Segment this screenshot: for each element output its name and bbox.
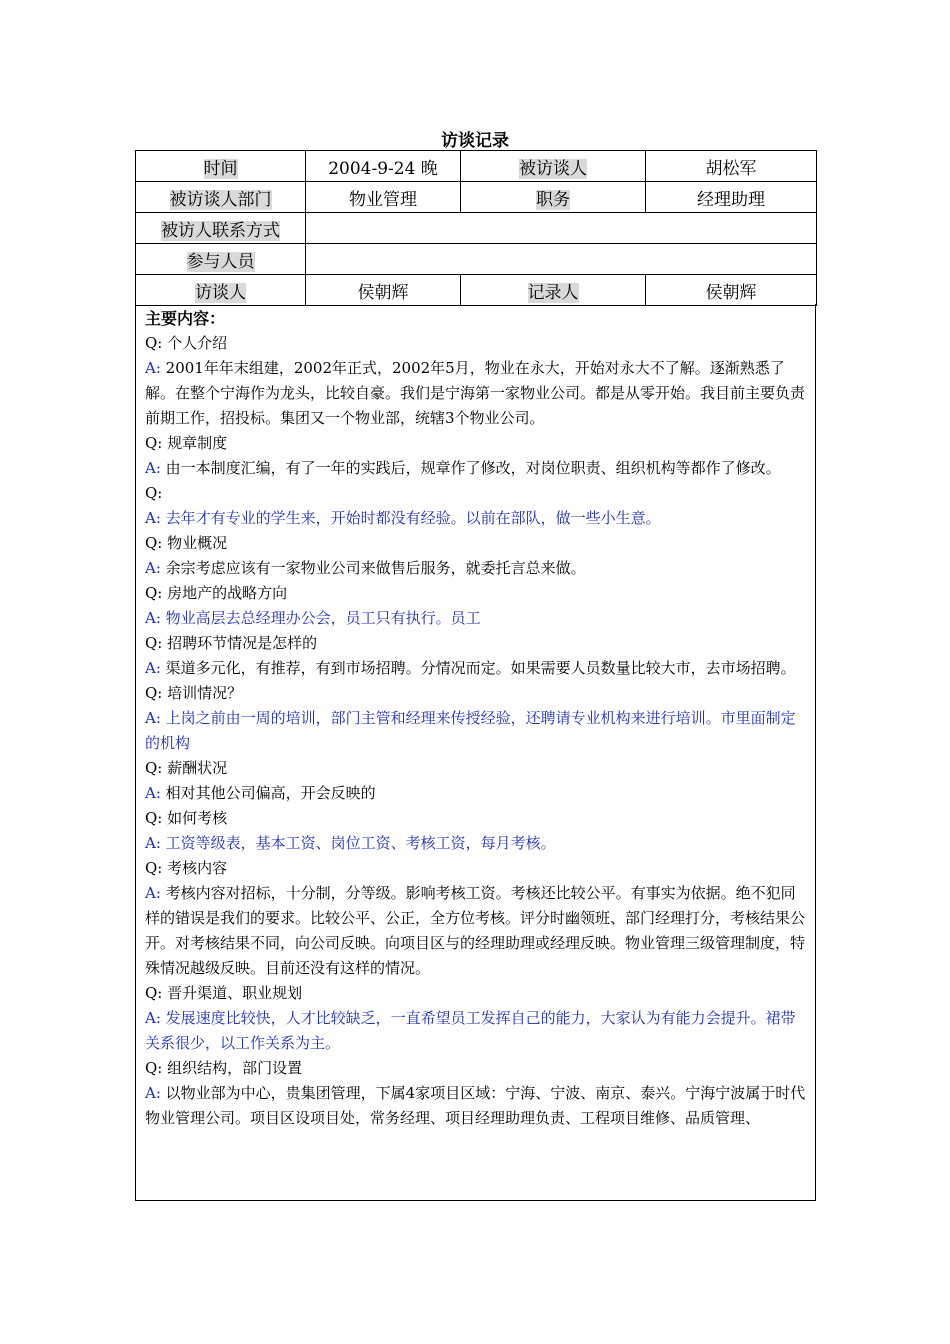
answer-prefix: A: xyxy=(145,509,161,527)
recorder-value: 侯朝辉 xyxy=(646,275,817,306)
answer-prefix: A: xyxy=(145,1009,161,1027)
dept-label-cell xyxy=(136,182,306,213)
answer-text: 考核内容对招标，十分制，分等级。影响考核工资。考核还比较公平。有事实为依据。绝不犯同样的错误是我们的要求。比较公平、公正，全方位考核。评分时幽领班、部门经理打分，考核结果公开。对考核结果不同，向公司反映。向项目区与的经理助理或经理反映。物业管理三级管理制度，特殊情况越级反映。目前还没有这样的情况。 xyxy=(145,884,806,977)
position-value: 经理助理 xyxy=(646,182,817,213)
answer-prefix: A: xyxy=(145,784,161,802)
header-row-interviewer xyxy=(136,275,817,306)
document-title: 访谈记录 xyxy=(441,131,509,151)
contact-label: 被访人联系方式 xyxy=(161,220,280,241)
answer-text: 工资等级表，基本工资、岗位工资、考核工资，每月考核。 xyxy=(160,834,556,852)
question: Q: xyxy=(145,484,163,502)
position-label-cell xyxy=(461,182,646,213)
answer xyxy=(145,656,807,681)
answer-prefix: A: xyxy=(145,884,161,902)
answer xyxy=(145,1081,807,1131)
participants-label-cell xyxy=(136,244,306,275)
answer xyxy=(145,456,807,481)
answer-text: 2001年年末组建，2002年正式，2002年5月，物业在永大，开始对永大不了解。逐渐熟悉了解。在整个宁海作为龙头，比较自豪。我们是宁海第一家物业公司。都是从零开始。我目前主要负责前期工作，招投标。集团又一个物业部，统辖3个物业公司。 xyxy=(145,359,806,427)
main-content xyxy=(135,304,816,1201)
question: Q: 薪酬状况 xyxy=(145,759,228,777)
answer-prefix: A: xyxy=(145,559,161,577)
interviewee-value: 胡松军 xyxy=(646,151,817,182)
answer-text: 余宗考虑应该有一家物业公司来做售后服务，就委托言总来做。 xyxy=(160,559,586,577)
header-row-contact xyxy=(136,213,817,244)
dept-value: 物业管理 xyxy=(306,182,461,213)
participants-value xyxy=(306,244,817,275)
answer xyxy=(145,506,807,531)
interviewer-label-cell xyxy=(136,275,306,306)
answer-prefix: A: xyxy=(145,709,161,727)
answer-prefix: A: xyxy=(145,1084,161,1102)
header-row-time xyxy=(136,151,817,182)
answer-text: 渠道多元化，有推荐，有到市场招聘。分情况而定。如果需要人员数量比较大市，去市场招聘。 xyxy=(160,659,796,677)
answer-prefix: A: xyxy=(145,459,161,477)
question: Q: 考核内容 xyxy=(145,859,228,877)
answer-text: 以物业部为中心，贵集团管理，下属4家项目区域：宁海、宁波、南京、泰兴。宁海宁波属于时代物业管理公司。项目区设项目处，常务经理、项目经理助理负责、工程项目维修、品质管理、 xyxy=(145,1084,806,1127)
answer-prefix: A: xyxy=(145,834,161,852)
position-label: 职务 xyxy=(536,189,570,210)
question: Q: 招聘环节情况是怎样的 xyxy=(145,634,318,652)
answer-text: 发展速度比较快，人才比较缺乏，一直希望员工发挥自己的能力，大家认为有能力会提升。裙带关系很少，以工作关系为主。 xyxy=(145,1009,796,1052)
contact-value xyxy=(306,213,817,244)
time-label: 时间 xyxy=(203,158,238,179)
qa-list xyxy=(145,331,807,1131)
interviewer-label: 访谈人 xyxy=(195,282,246,303)
answer xyxy=(145,606,807,631)
interviewee-label: 被访谈人 xyxy=(519,158,587,179)
answer-text: 物业高层去总经理办公会，员工只有执行。员工 xyxy=(160,609,481,627)
answer xyxy=(145,881,807,981)
content-heading: 主要内容： xyxy=(145,309,226,328)
answer-prefix: A: xyxy=(145,359,161,377)
answer xyxy=(145,781,807,806)
answer-text: 上岗之前由一周的培训，部门主管和经理来传授经验，还聘请专业机构来进行培训。市里面制定的机构 xyxy=(145,709,796,752)
interviewee-label-cell xyxy=(461,151,646,182)
answer-text: 去年才有专业的学生来，开始时都没有经验。以前在部队，做一些小生意。 xyxy=(160,509,661,527)
answer-text: 由一本制度汇编，有了一年的实践后，规章作了修改，对岗位职责、组织机构等都作了修改。 xyxy=(160,459,781,477)
recorder-label: 记录人 xyxy=(527,282,579,303)
dept-label: 被访谈人部门 xyxy=(169,189,272,210)
answer xyxy=(145,356,807,431)
answer xyxy=(145,556,807,581)
header-row-dept xyxy=(136,182,817,213)
contact-label-cell xyxy=(136,213,306,244)
question: Q: 物业概况 xyxy=(145,534,228,552)
answer xyxy=(145,1006,807,1056)
question: Q: 规章制度 xyxy=(145,434,228,452)
question: Q: 培训情况？ xyxy=(145,684,243,702)
header-row-participants xyxy=(136,244,817,275)
answer xyxy=(145,706,807,756)
question: Q: 晋升渠道、职业规划 xyxy=(145,984,303,1002)
question: Q: 组织结构，部门设置 xyxy=(145,1059,303,1077)
recorder-label-cell xyxy=(461,275,646,306)
time-label-cell xyxy=(136,151,306,182)
answer-text: 相对其他公司偏高，开会反映的 xyxy=(160,784,376,802)
question: Q: 房地产的战略方向 xyxy=(145,584,288,602)
time-value: 2004-9-24 晚 xyxy=(306,151,461,182)
answer-prefix: A: xyxy=(145,609,161,627)
answer xyxy=(145,831,807,856)
header-table xyxy=(135,150,817,306)
question: Q: 个人介绍 xyxy=(145,334,228,352)
answer-prefix: A: xyxy=(145,659,161,677)
participants-label: 参与人员 xyxy=(186,251,255,272)
question: Q: 如何考核 xyxy=(145,809,228,827)
interviewer-value: 侯朝辉 xyxy=(306,275,461,306)
